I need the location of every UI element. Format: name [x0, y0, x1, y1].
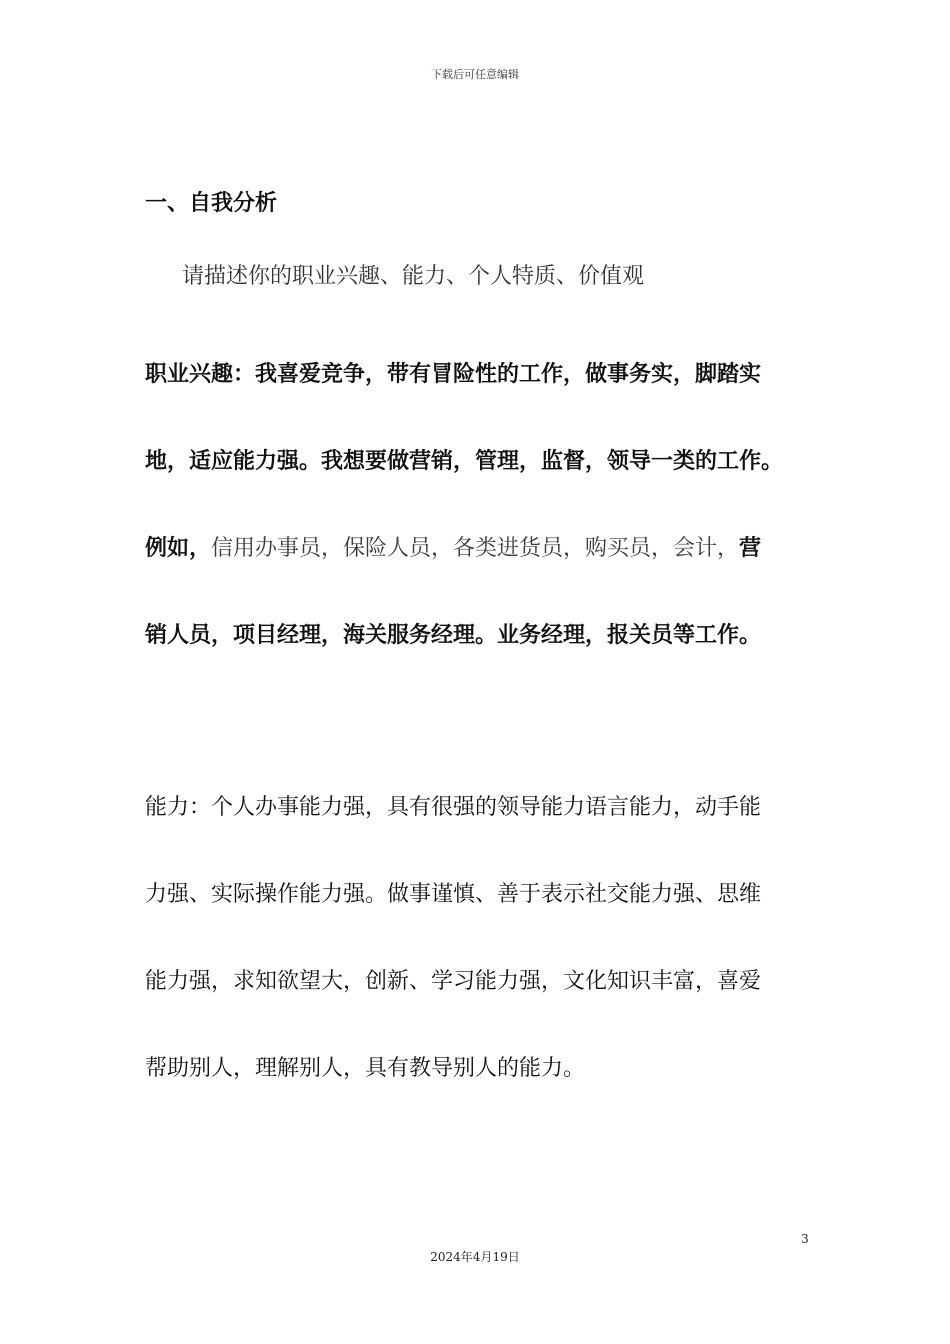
ability-line-3: 能力强，求知欲望大，创新、学习能力强，文化知识丰富，喜爱	[145, 969, 762, 994]
career-interest-line-3-tail: 营	[739, 536, 762, 561]
ability-line-4: 帮助别人，理解别人，具有教导别人的能力。	[145, 1056, 586, 1081]
career-interest-line-3-lead: 例如，	[145, 536, 212, 561]
career-interest-line-2: 地，适应能力强。我想要做营销，管理，监督，领导一类的工作。	[145, 449, 784, 474]
career-interest-line-3-rest: 信用办事员，保险人员，各类进货员，购买员，会计，	[211, 536, 740, 561]
ability-line-2: 力强、实际操作能力强。做事谨慎、善于表示社交能力强、思维	[145, 882, 762, 907]
section-heading: 一、自我分析	[145, 191, 278, 216]
career-interest-line-1: 职业兴趣：我喜爱竞争，带有冒险性的工作，做事务实，脚踏实	[145, 362, 762, 387]
ability-line-1: 能力：个人办事能力强，具有很强的领导能力语言能力，动手能	[145, 795, 762, 820]
career-interest-line-4: 销人员，项目经理，海关服务经理。业务经理，报关员等工作。	[145, 623, 762, 648]
career-interest-line-3	[145, 531, 761, 562]
page-number: 3	[801, 1232, 809, 1246]
header-note: 下载后可任意编辑	[431, 68, 519, 81]
footer-date: 2024年4月19日	[430, 1250, 520, 1264]
section-prompt: 请描述你的职业兴趣、能力、个人特质、价值观	[182, 264, 645, 289]
